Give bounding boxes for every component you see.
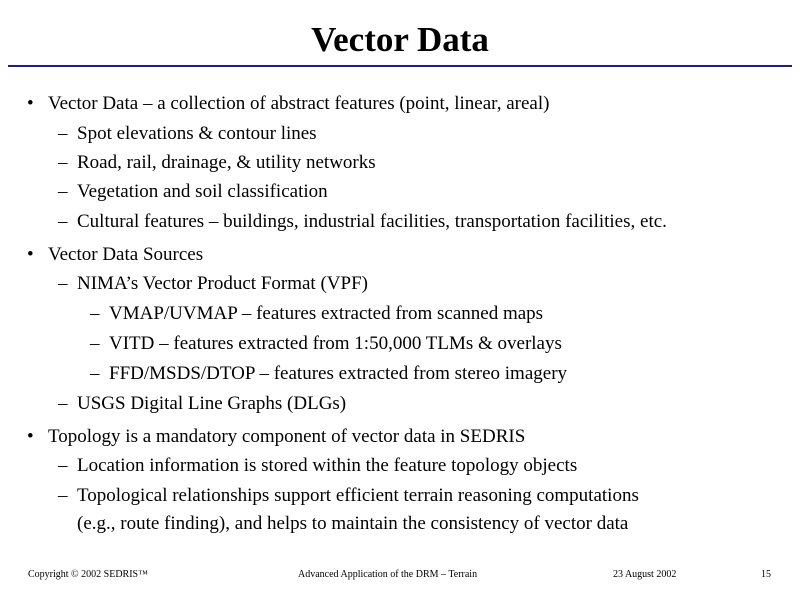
sub-bullet-text: NIMA’s Vector Product Format (VPF) (77, 273, 368, 294)
footer-copyright: Copyright © 2002 SEDRIS™ (28, 569, 148, 580)
dash-marker: – (58, 211, 68, 232)
dash-marker: – (58, 181, 68, 202)
sub-bullet-text: Location information is stored within the feature topology objects (77, 455, 578, 476)
sub-bullet-text: Cultural features – buildings, industrial facilities, transportation facilities, etc. (77, 211, 667, 232)
bullet-marker: • (27, 244, 34, 265)
footer-date: 23 August 2002 (613, 569, 677, 580)
bullet-text: Vector Data Sources (48, 244, 204, 265)
sub-bullet-text: Topological relationships support efficient terrain reasoning computations (77, 485, 639, 506)
sub-bullet-text: Road, rail, drainage, & utility networks (77, 152, 376, 173)
dash-marker: – (58, 455, 68, 476)
sub-sub-bullet-text: FFD/MSDS/DTOP – features extracted from stereo imagery (109, 363, 568, 384)
dash-marker: – (58, 485, 68, 506)
dash-marker: – (90, 363, 100, 384)
dash-marker: – (90, 333, 100, 354)
sub-bullet-text: Spot elevations & contour lines (77, 123, 317, 144)
dash-marker: – (58, 393, 68, 414)
dash-marker: – (58, 123, 68, 144)
slide-title: Vector Data (311, 20, 489, 59)
sub-bullet-text: USGS Digital Line Graphs (DLGs) (77, 393, 347, 414)
footer-presentation-title: Advanced Application of the DRM – Terrain (298, 569, 478, 580)
sub-bullet-text: (e.g., route finding), and helps to maintain the consistency of vector data (77, 513, 629, 534)
dash-marker: – (58, 273, 68, 294)
bullet-marker: • (27, 93, 34, 114)
bullet-text: Topology is a mandatory component of vector data in SEDRIS (48, 426, 526, 447)
dash-marker: – (90, 303, 100, 324)
bullet-text: Vector Data – a collection of abstract features (point, linear, areal) (48, 93, 550, 114)
sub-sub-bullet-text: VITD – features extracted from 1:50,000 TLMs & overlays (109, 333, 562, 354)
sub-sub-bullet-text: VMAP/UVMAP – features extracted from scanned maps (109, 303, 544, 324)
dash-marker: – (58, 152, 68, 173)
sub-bullet-text: Vegetation and soil classification (77, 181, 328, 202)
footer-page-number: 15 (761, 569, 771, 580)
bullet-marker: • (27, 426, 34, 447)
